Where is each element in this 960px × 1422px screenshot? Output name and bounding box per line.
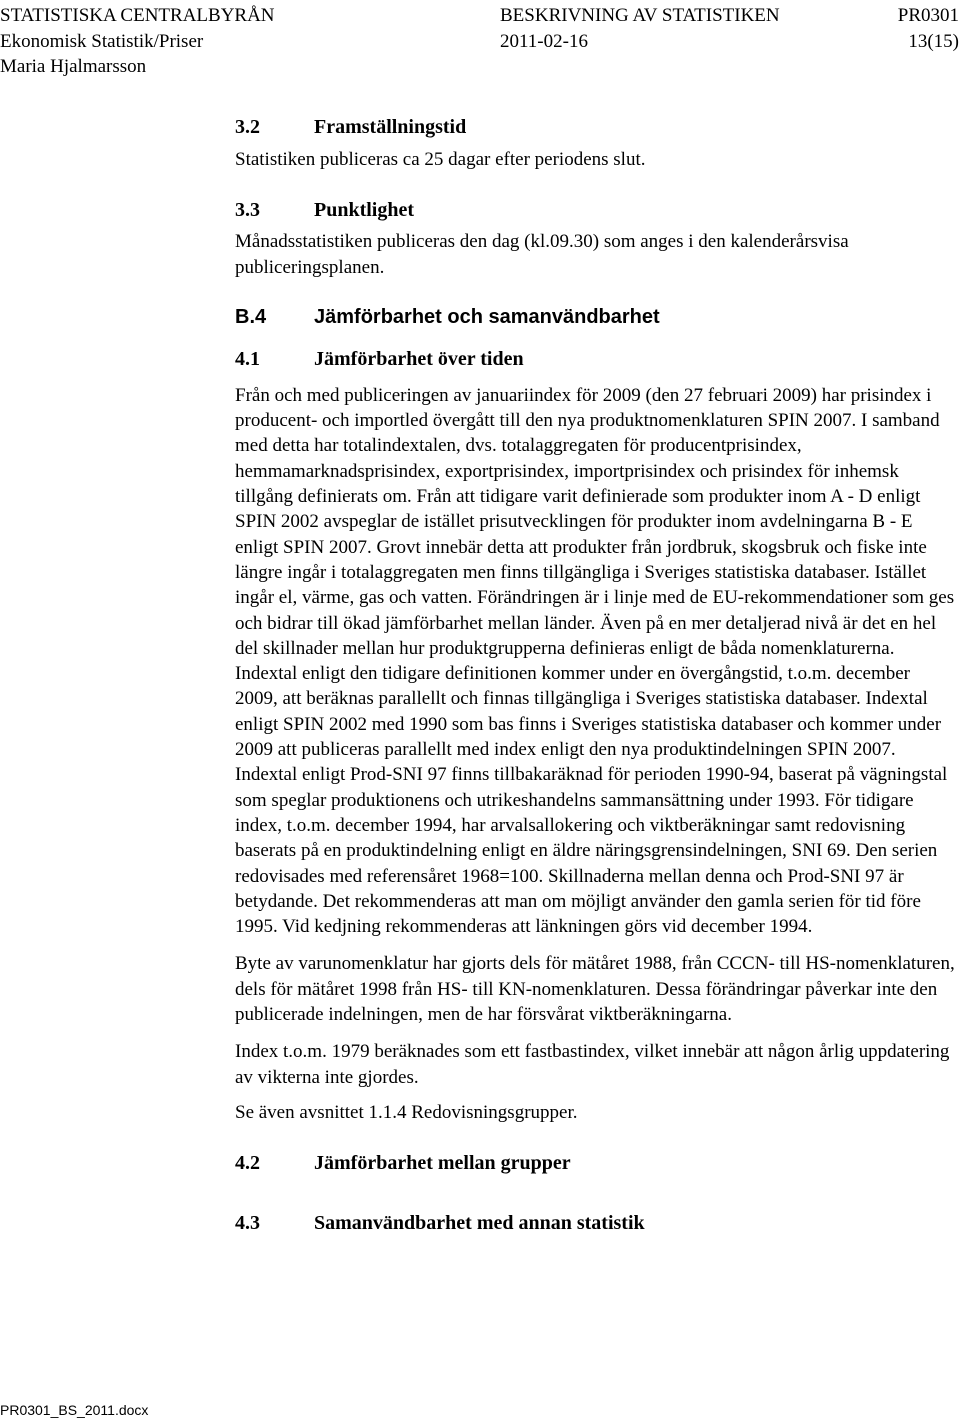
heading-3-2	[235, 112, 955, 142]
paragraph-4-1-d: Se även avsnittet 1.1.4 Redovisningsgrupper.	[235, 1101, 578, 1123]
heading-b4	[235, 302, 955, 332]
footer-filename: PR0301_BS_2011.docx	[0, 1402, 149, 1418]
section-number: 3.3	[235, 199, 260, 222]
heading-4-2	[235, 1148, 955, 1178]
section-number: 4.2	[235, 1152, 260, 1175]
section-title: Jämförbarhet mellan grupper	[314, 1152, 571, 1175]
document-code: PR0301	[897, 5, 959, 26]
heading-4-1	[235, 344, 955, 374]
section-number: 3.2	[235, 116, 260, 138]
section-title: Jämförbarhet över tiden	[314, 347, 524, 370]
paragraph-3-2: Statistiken publiceras ca 25 dagar efter periodens slut.	[235, 149, 646, 170]
document-date: 2011-02-16	[500, 31, 588, 52]
paragraph-3-3: Månadsstatistiken publiceras den dag (kl.09.30) som anges i den kalenderårsvisa publiceringsplanen.	[235, 231, 849, 278]
section-title: Samanvändbarhet med annan statistik	[314, 1212, 645, 1235]
author: Maria Hjalmarsson	[0, 56, 147, 77]
section-title: Jämförbarhet och samanvändbarhet	[314, 305, 660, 328]
paragraph-4-1-a: Från och med publiceringen av januariindex för 2009 (den 27 februari 2009) har prisindex i producent- och importled övergått till den nya produktnomenklaturen SPIN 2007. I samband med detta har totalindextalen, dvs. totalaggregaten för producentprisindex, hemmamarknadsprisindex, exportprisindex, importprisindex och prisindex för inhemsk tillgång definierats om. Från att tidigare varit definierade som produkter inom A - D enligt SPIN 2002 avspeglar de istället prisutvecklingen för produkter inom avdelningarna B - E enligt SPIN 2007. Grovt innebär detta att produkter från jordbruk, skogsbruk och fiske inte längre ingår i totalaggregaten men finns tillgängliga i Sveriges statistiska databaser. Istället ingår el, värme, gas och vatten. Förändringen är i linje med de EU-rekommendationer som ges och bidrar till ökad jämförbarhet mellan länder. Även på en mer detaljerad nivå är det en hel del skillnader mellan hur produktgrupperna definieras enligt de båda nomenklaturerna. Indextal enligt den tidigare definitionen kommer under en övergångstid, t.o.m. december 2009, att beräknas parallellt och finnas tillgängliga i Sveriges statistiska databaser. Indextal enligt SPIN 2002 med 1990 som bas finns i Sveriges statistiska databaser och kommer under 2009 att publiceras parallellt med index enligt den nya produktindelningen SPIN 2007. Indextal enligt Prod-SNI 97 finns tillbakaräknad för perioden 1990-94, baserat på vägningstal som speglar produktionens och utrikeshandelns sammansättning under 1993. För tidigare index, t.o.m. december 1994, har arvalsallokering och viktberäkningar samt redovisning baserats på en produktindelning enligt en äldre näringsgrensindelningen, SNI 69. Den serien redovisades med referensåret 1968=100. Skillnaderna mellan denna och Prod-SNI 97 är betydande. Det rekommenderas att man om möjligt använder den gamla serien för tid före 1995. Vid kedjning rekommenderas att länkningen görs vid december 1994.	[235, 384, 955, 938]
section-number: B.4	[235, 305, 267, 328]
section-number: 4.3	[235, 1212, 260, 1235]
heading-3-3	[235, 195, 955, 225]
paragraph-4-1-b: Byte av varunomenklatur har gjorts dels för mätåret 1988, från CCCN- till HS-nomenklaturen, dels för mätåret 1998 från HS- till KN-nomenklaturen. Dessa förändringar påverkar inte den publicerade indelningen, men de har försvårat viktberäkningarna.	[235, 953, 955, 1026]
heading-4-3	[235, 1208, 955, 1238]
document-type: BESKRIVNING AV STATISTIKEN	[500, 5, 780, 26]
page-number: 13(15)	[908, 31, 959, 52]
org-name: STATISTISKA CENTRALBYRÅN	[0, 5, 275, 26]
section-number: 4.1	[235, 347, 260, 370]
page-header	[0, 0, 960, 84]
document-body	[235, 112, 955, 1238]
paragraph-4-1-c: Index t.o.m. 1979 beräknades som ett fastbastindex, vilket innebär att någon årlig uppdatering av vikterna inte gjordes.	[235, 1041, 950, 1088]
section-title: Framställningstid	[314, 116, 467, 138]
department: Ekonomisk Statistik/Priser	[0, 31, 204, 52]
section-title: Punktlighet	[314, 199, 415, 222]
